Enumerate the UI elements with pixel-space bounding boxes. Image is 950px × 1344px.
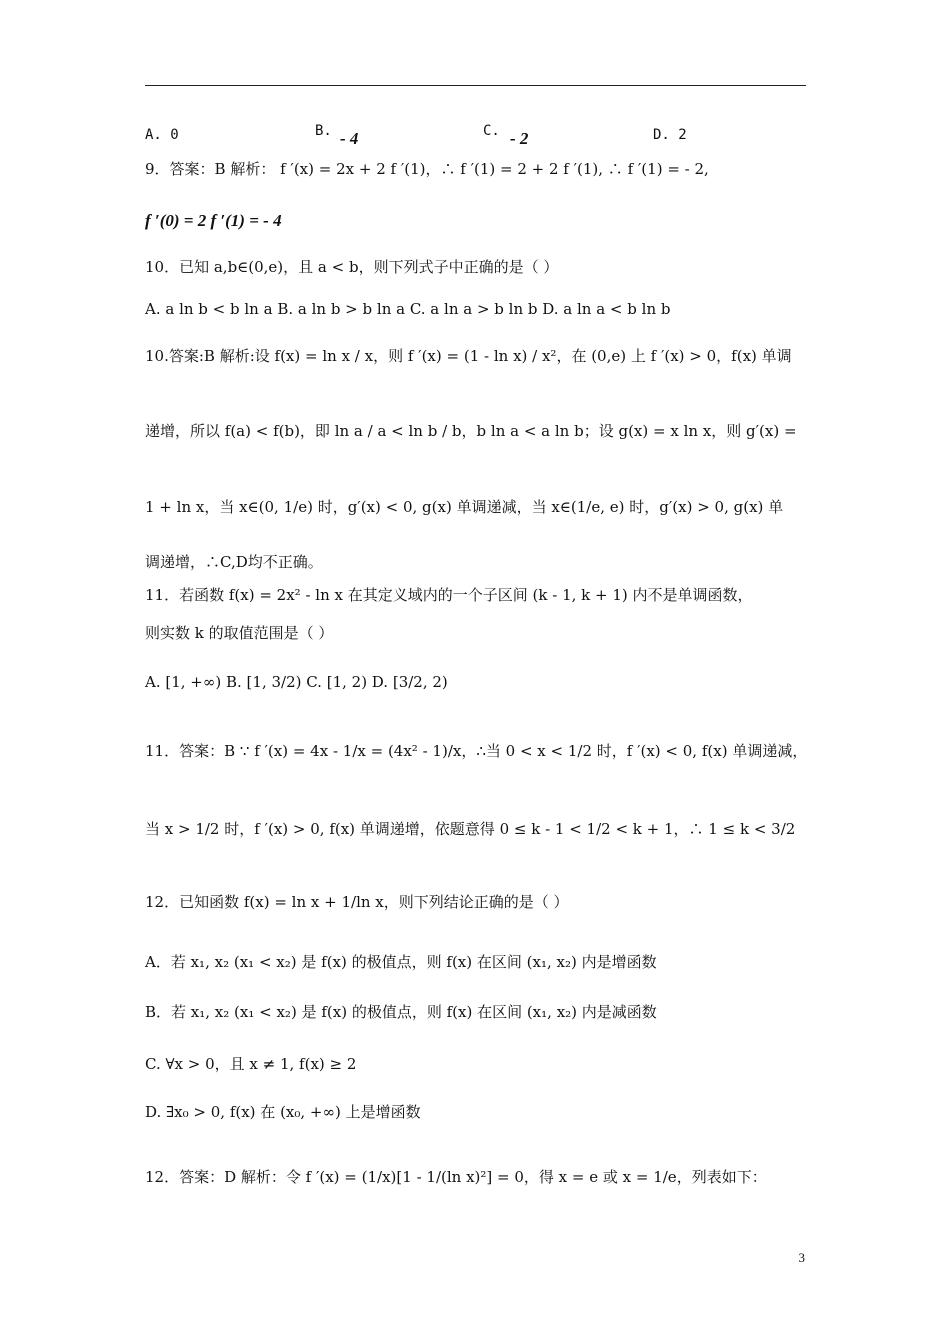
q8-option-b-value: - 4 — [340, 129, 359, 148]
header-rule — [145, 85, 806, 86]
page-number: 3 — [798, 1250, 805, 1265]
q12-option-a: A．若 x₁, x₂ (x₁ < x₂) 是 f(x) 的极值点，则 f(x) 在区间 (x₁, x₂) 内是增函数 — [145, 953, 657, 971]
q11-answer-line-2: 当 x > 1/2 时，f ′(x) > 0, f(x) 单调递增，依题意得 0 ≤ k - 1 < 1/2 < k + 1，∴ 1 ≤ k < 3/2 — [145, 820, 796, 838]
q11-question-line-2: 则实数 k 的取值范围是（ ） — [145, 624, 334, 642]
q8-option-a: A. 0 — [145, 127, 179, 143]
q9-answer-line-1: 9．答案：B 解析： f ′(x) = 2x + 2 f ′(1)，∴ f ′(1) = 2 + 2 f ′(1), ∴ f ′(1) = - 2, — [145, 160, 709, 178]
q10-question: 10．已知 a,b∈(0,e)，且 a < b，则下列式子中正确的是（ ） — [145, 258, 559, 276]
q10-answer-line-4: 调递增，∴C,D均不正确。 — [145, 553, 323, 571]
q8-option-c: C. — [483, 123, 500, 139]
q8-option-d: D. 2 — [653, 127, 687, 143]
q10-answer-line-2: 递增，所以 f(a) < f(b)，即 ln a / a < ln b / b，b ln a < a ln b；设 g(x) = x ln x，则 g′(x) = — [145, 422, 797, 440]
q11-answer-line-1: 11．答案：B ∵ f ′(x) = 4x - 1/x = (4x² - 1)/x，∴当 0 < x < 1/2 时，f ′(x) < 0, f(x) 单调递减， — [145, 742, 808, 760]
q10-answer-line-1: 10.答案:B 解析:设 f(x) = ln x / x，则 f ′(x) = (1 - ln x) / x²，在 (0,e) 上 f ′(x) > 0，f(x) 单调 — [145, 347, 792, 365]
q8-option-c-value: - 2 — [510, 129, 529, 148]
q12-option-d: D. ∃x₀ > 0, f(x) 在 (x₀, +∞) 上是增函数 — [145, 1103, 421, 1121]
q12-question: 12．已知函数 f(x) = ln x + 1/ln x，则下列结论正确的是（ ） — [145, 893, 569, 911]
q10-answer-line-3: 1 + ln x，当 x∈(0, 1/e) 时，g′(x) < 0, g(x) 单调递减，当 x∈(1/e, e) 时，g′(x) > 0, g(x) 单 — [145, 498, 784, 516]
q10-options: A. a ln b < b ln a B. a ln b > b ln a C. a ln a > b ln b D. a ln a < b ln b — [145, 300, 671, 318]
q11-options: A. [1, +∞) B. [1, 3/2) C. [1, 2) D. [3/2, 2) — [145, 673, 448, 691]
q12-option-c: C. ∀x > 0，且 x ≠ 1, f(x) ≥ 2 — [145, 1055, 357, 1073]
q12-answer: 12．答案：D 解析：令 f ′(x) = (1/x)[1 - 1/(ln x)²] = 0，得 x = e 或 x = 1/e，列表如下： — [145, 1168, 767, 1186]
q8-options-row — [145, 123, 806, 151]
q8-option-b: B. — [315, 123, 332, 139]
q9-answer-line-2: f ′(0) = 2 f ′(1) = - 4 — [145, 211, 282, 230]
q12-option-b: B．若 x₁, x₂ (x₁ < x₂) 是 f(x) 的极值点，则 f(x) 在区间 (x₁, x₂) 内是减函数 — [145, 1003, 657, 1021]
q11-question-line-1: 11．若函数 f(x) = 2x² - ln x 在其定义域内的一个子区间 (k - 1, k + 1) 内不是单调函数， — [145, 586, 753, 604]
